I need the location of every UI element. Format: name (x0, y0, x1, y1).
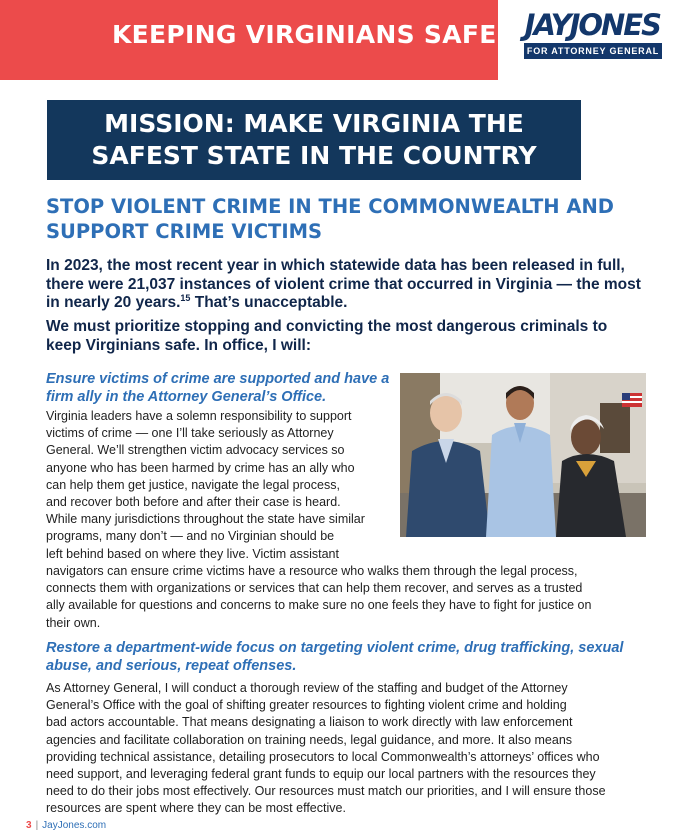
item-2-body (46, 680, 646, 818)
body-line: Virginia leaders have a solemn responsibility to support (46, 409, 352, 423)
body-line: While many jurisdictions throughout the state have similar (46, 512, 365, 527)
item-1-heading (46, 370, 398, 406)
item-1-body-wrapped (46, 408, 378, 563)
body-line: providing technical assistance, detailing prosecutors to local Commonwealth’s attorneys’ offices who (46, 749, 600, 764)
lead-statistic-text: In 2023, the most recent year in which statewide data has been released in full, there were 21,037 instances of violent crime that occurred in Virginia — the most in nearly 20 years. (46, 257, 641, 311)
body-line: anyone who has been harmed by crime has an ally who (46, 460, 355, 475)
footnote-marker: 15 (180, 292, 191, 303)
item-1-heading-line-1: Ensure victims of crime are supported and have a (46, 371, 390, 387)
lead-paragraph-priority: We must prioritize stopping and convicting the most dangerous criminals to keep Virginians safe. In office, I will: (46, 318, 608, 354)
body-line: agencies and facilitate collaboration on training needs, legal guidance, and more. It also means (46, 732, 573, 747)
item-1-body-full (46, 563, 646, 632)
body-line: ally available for questions and concerns to make sure no one feels they have to fight for justice on (46, 598, 592, 613)
body-line: bad actors accountable. That means designating a liaison to work directly with law enforcement (46, 715, 573, 730)
body-line: As Attorney General, I will conduct a thorough review of the staffing and budget of the Attorney (46, 681, 568, 695)
body-line: victims of crime — one I’ll take seriously as Attorney (46, 426, 334, 441)
body-line: left behind based on where they live. Victim assistant (46, 546, 339, 561)
body-line: programs, many don’t — and no Virginian should be (46, 529, 335, 544)
item-2-heading-line-2: abuse, and serious, repeat offenses. (46, 658, 297, 674)
flag-icon (622, 393, 642, 407)
section-heading-line-1: STOP VIOLENT CRIME IN THE COMMONWEALTH AND (46, 195, 614, 218)
body-line: need support, and leveraging federal grant funds to equip our local partners with the resources they (46, 767, 596, 782)
banner-title: KEEPING VIRGINIANS SAFE (112, 20, 497, 49)
top-banner (0, 0, 498, 80)
body-line: need to do their jobs most effectively. Our resources must match our priorities, and I will ensure those (46, 784, 606, 799)
item-2-heading-line-1: Restore a department-wide focus on targeting violent crime, drug trafficking, sexual (46, 640, 624, 656)
mission-line-2: SAFEST STATE IN THE COUNTRY (91, 141, 537, 170)
logo-name: JAYJONES (524, 8, 660, 42)
body-line: their own. (46, 615, 101, 630)
item-2-heading (46, 639, 646, 675)
page-number: 3 (26, 820, 32, 831)
body-line: connects them with organizations or services that can help them recover, and serves as a trusted (46, 581, 583, 596)
website-link[interactable]: JayJones.com (42, 820, 107, 831)
logo-subtitle: FOR ATTORNEY GENERAL (524, 43, 662, 59)
mission-box (47, 100, 581, 180)
campaign-logo (524, 10, 662, 59)
section-heading (46, 194, 636, 244)
section-heading-line-2: SUPPORT CRIME VICTIMS (46, 220, 323, 243)
lead-paragraph-statistic (46, 257, 646, 313)
body-line: navigators can ensure crime victims have a resource who walks them through the legal process, (46, 564, 578, 578)
mission-line-1: MISSION: MAKE VIRGINIA THE (104, 109, 524, 138)
photo-illustration (400, 373, 646, 537)
body-line: resources are spent where they can be most effective. (46, 801, 346, 816)
item-1-heading-line-2: firm ally in the Attorney General’s Office. (46, 389, 327, 405)
lead-statistic-conclusion: That’s unacceptable. (190, 294, 348, 311)
campaign-photo (400, 373, 646, 537)
footer-separator: | (35, 820, 39, 831)
body-line: General. We’ll strengthen victim advocacy services so (46, 443, 345, 458)
page-footer (26, 820, 106, 831)
body-line: and recover both before and after their case is heard. (46, 495, 341, 510)
body-line: General’s Office with the goal of shifting greater resources to fighting violent crime and holding (46, 698, 567, 713)
body-line: can help them get justice, navigate the legal process, (46, 477, 340, 492)
